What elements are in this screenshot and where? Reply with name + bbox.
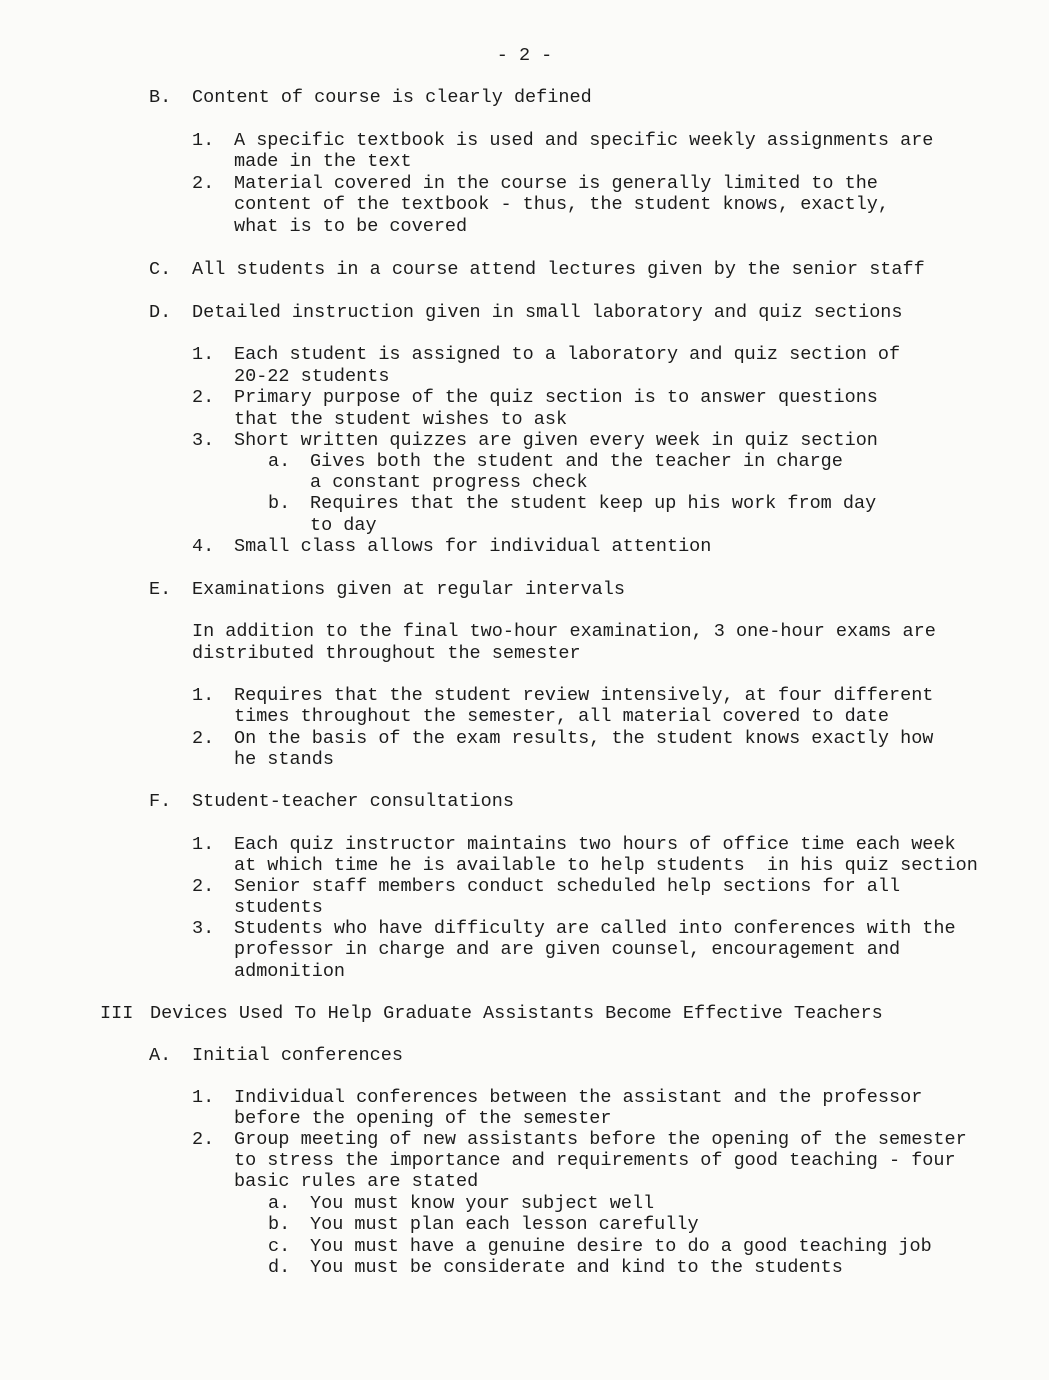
item-text: that the student wishes to ask (234, 409, 568, 430)
item-number: 2. (192, 173, 215, 194)
item-text: Requires that the student review intensively, at four different (234, 685, 934, 706)
item-text: he stands (234, 749, 334, 770)
item-number: 2. (192, 876, 215, 897)
item-text: professor in charge and are given counsel, encouragement and (234, 939, 901, 960)
section-f-heading: Student-teacher consultations (192, 791, 514, 812)
item-number: 2. (192, 728, 215, 749)
rule-letter: b. (268, 1214, 291, 1235)
item-number: 2. (192, 1129, 215, 1150)
section-f-label: F. (149, 791, 172, 812)
item-number: 1. (192, 1087, 215, 1108)
item-text: Small class allows for individual attention (234, 536, 712, 557)
section-iii-label: III (100, 1003, 134, 1024)
item-text: what is to be covered (234, 216, 468, 237)
item-number: 1. (192, 130, 215, 151)
section-c-label: C. (149, 259, 172, 280)
item-number: 1. (192, 685, 215, 706)
subitem-letter: b. (268, 493, 291, 514)
item-text: Short written quizzes are given every week in quiz section (234, 430, 878, 451)
item-text: before the opening of the semester (234, 1108, 612, 1129)
item-text: Primary purpose of the quiz section is to answer questions (234, 387, 878, 408)
item-text: basic rules are stated (234, 1171, 479, 1192)
section-b-label: B. (149, 87, 172, 108)
rule-text: You must plan each lesson carefully (310, 1214, 699, 1235)
rule-letter: a. (268, 1193, 291, 1214)
section-iii-a-heading: Initial conferences (192, 1045, 403, 1066)
item-text: students (234, 897, 323, 918)
item-text: to stress the importance and requirements of good teaching - four (234, 1150, 956, 1171)
section-d-label: D. (149, 302, 172, 323)
page-number: - 2 - (496, 45, 553, 66)
item-text: admonition (234, 961, 346, 982)
subitem-letter: a. (268, 451, 291, 472)
section-c-heading: All students in a course attend lectures given by the senior staff (192, 259, 925, 280)
item-text: Individual conferences between the assistant and the professor (234, 1087, 923, 1108)
subitem-text: to day (310, 515, 377, 536)
item-text: Senior staff members conduct scheduled help sections for all (234, 876, 901, 897)
section-iii-a-label: A. (149, 1045, 172, 1066)
paragraph-text: distributed throughout the semester (192, 643, 581, 664)
item-text: Material covered in the course is generally limited to the (234, 173, 878, 194)
section-e-label: E. (149, 579, 172, 600)
item-text: Each quiz instructor maintains two hours of office time each week (234, 834, 956, 855)
paragraph-text: In addition to the final two-hour examination, 3 one-hour exams are (192, 621, 936, 642)
rule-text: You must know your subject well (310, 1193, 655, 1214)
item-text: Students who have difficulty are called into conferences with the (234, 918, 956, 939)
item-text: times throughout the semester, all material covered to date (234, 706, 890, 727)
item-text: A specific textbook is used and specific weekly assignments are (234, 130, 934, 151)
item-number: 4. (192, 536, 215, 557)
item-text: Group meeting of new assistants before the opening of the semester (234, 1129, 967, 1150)
rule-letter: c. (268, 1236, 291, 1257)
rule-text: You must be considerate and kind to the students (310, 1257, 843, 1278)
item-text: 20-22 students (234, 366, 390, 387)
item-number: 2. (192, 387, 215, 408)
section-d-heading: Detailed instruction given in small laboratory and quiz sections (192, 302, 903, 323)
rule-letter: d. (268, 1257, 291, 1278)
item-text: content of the textbook - thus, the student knows, exactly, (234, 194, 890, 215)
item-number: 1. (192, 834, 215, 855)
item-number: 3. (192, 918, 215, 939)
item-number: 3. (192, 430, 215, 451)
rule-text: You must have a genuine desire to do a good teaching job (310, 1236, 932, 1257)
section-iii-heading: Devices Used To Help Graduate Assistants Become Effective Teachers (150, 1003, 883, 1024)
item-text: made in the text (234, 151, 412, 172)
item-text: On the basis of the exam results, the student knows exactly how (234, 728, 934, 749)
item-number: 1. (192, 344, 215, 365)
section-e-heading: Examinations given at regular intervals (192, 579, 625, 600)
subitem-text: Gives both the student and the teacher in charge (310, 451, 843, 472)
item-text: Each student is assigned to a laboratory and quiz section of (234, 344, 901, 365)
subitem-text: a constant progress check (310, 472, 588, 493)
section-b-heading: Content of course is clearly defined (192, 87, 592, 108)
subitem-text: Requires that the student keep up his work from day (310, 493, 877, 514)
item-text: at which time he is available to help students in his quiz section (234, 855, 978, 876)
